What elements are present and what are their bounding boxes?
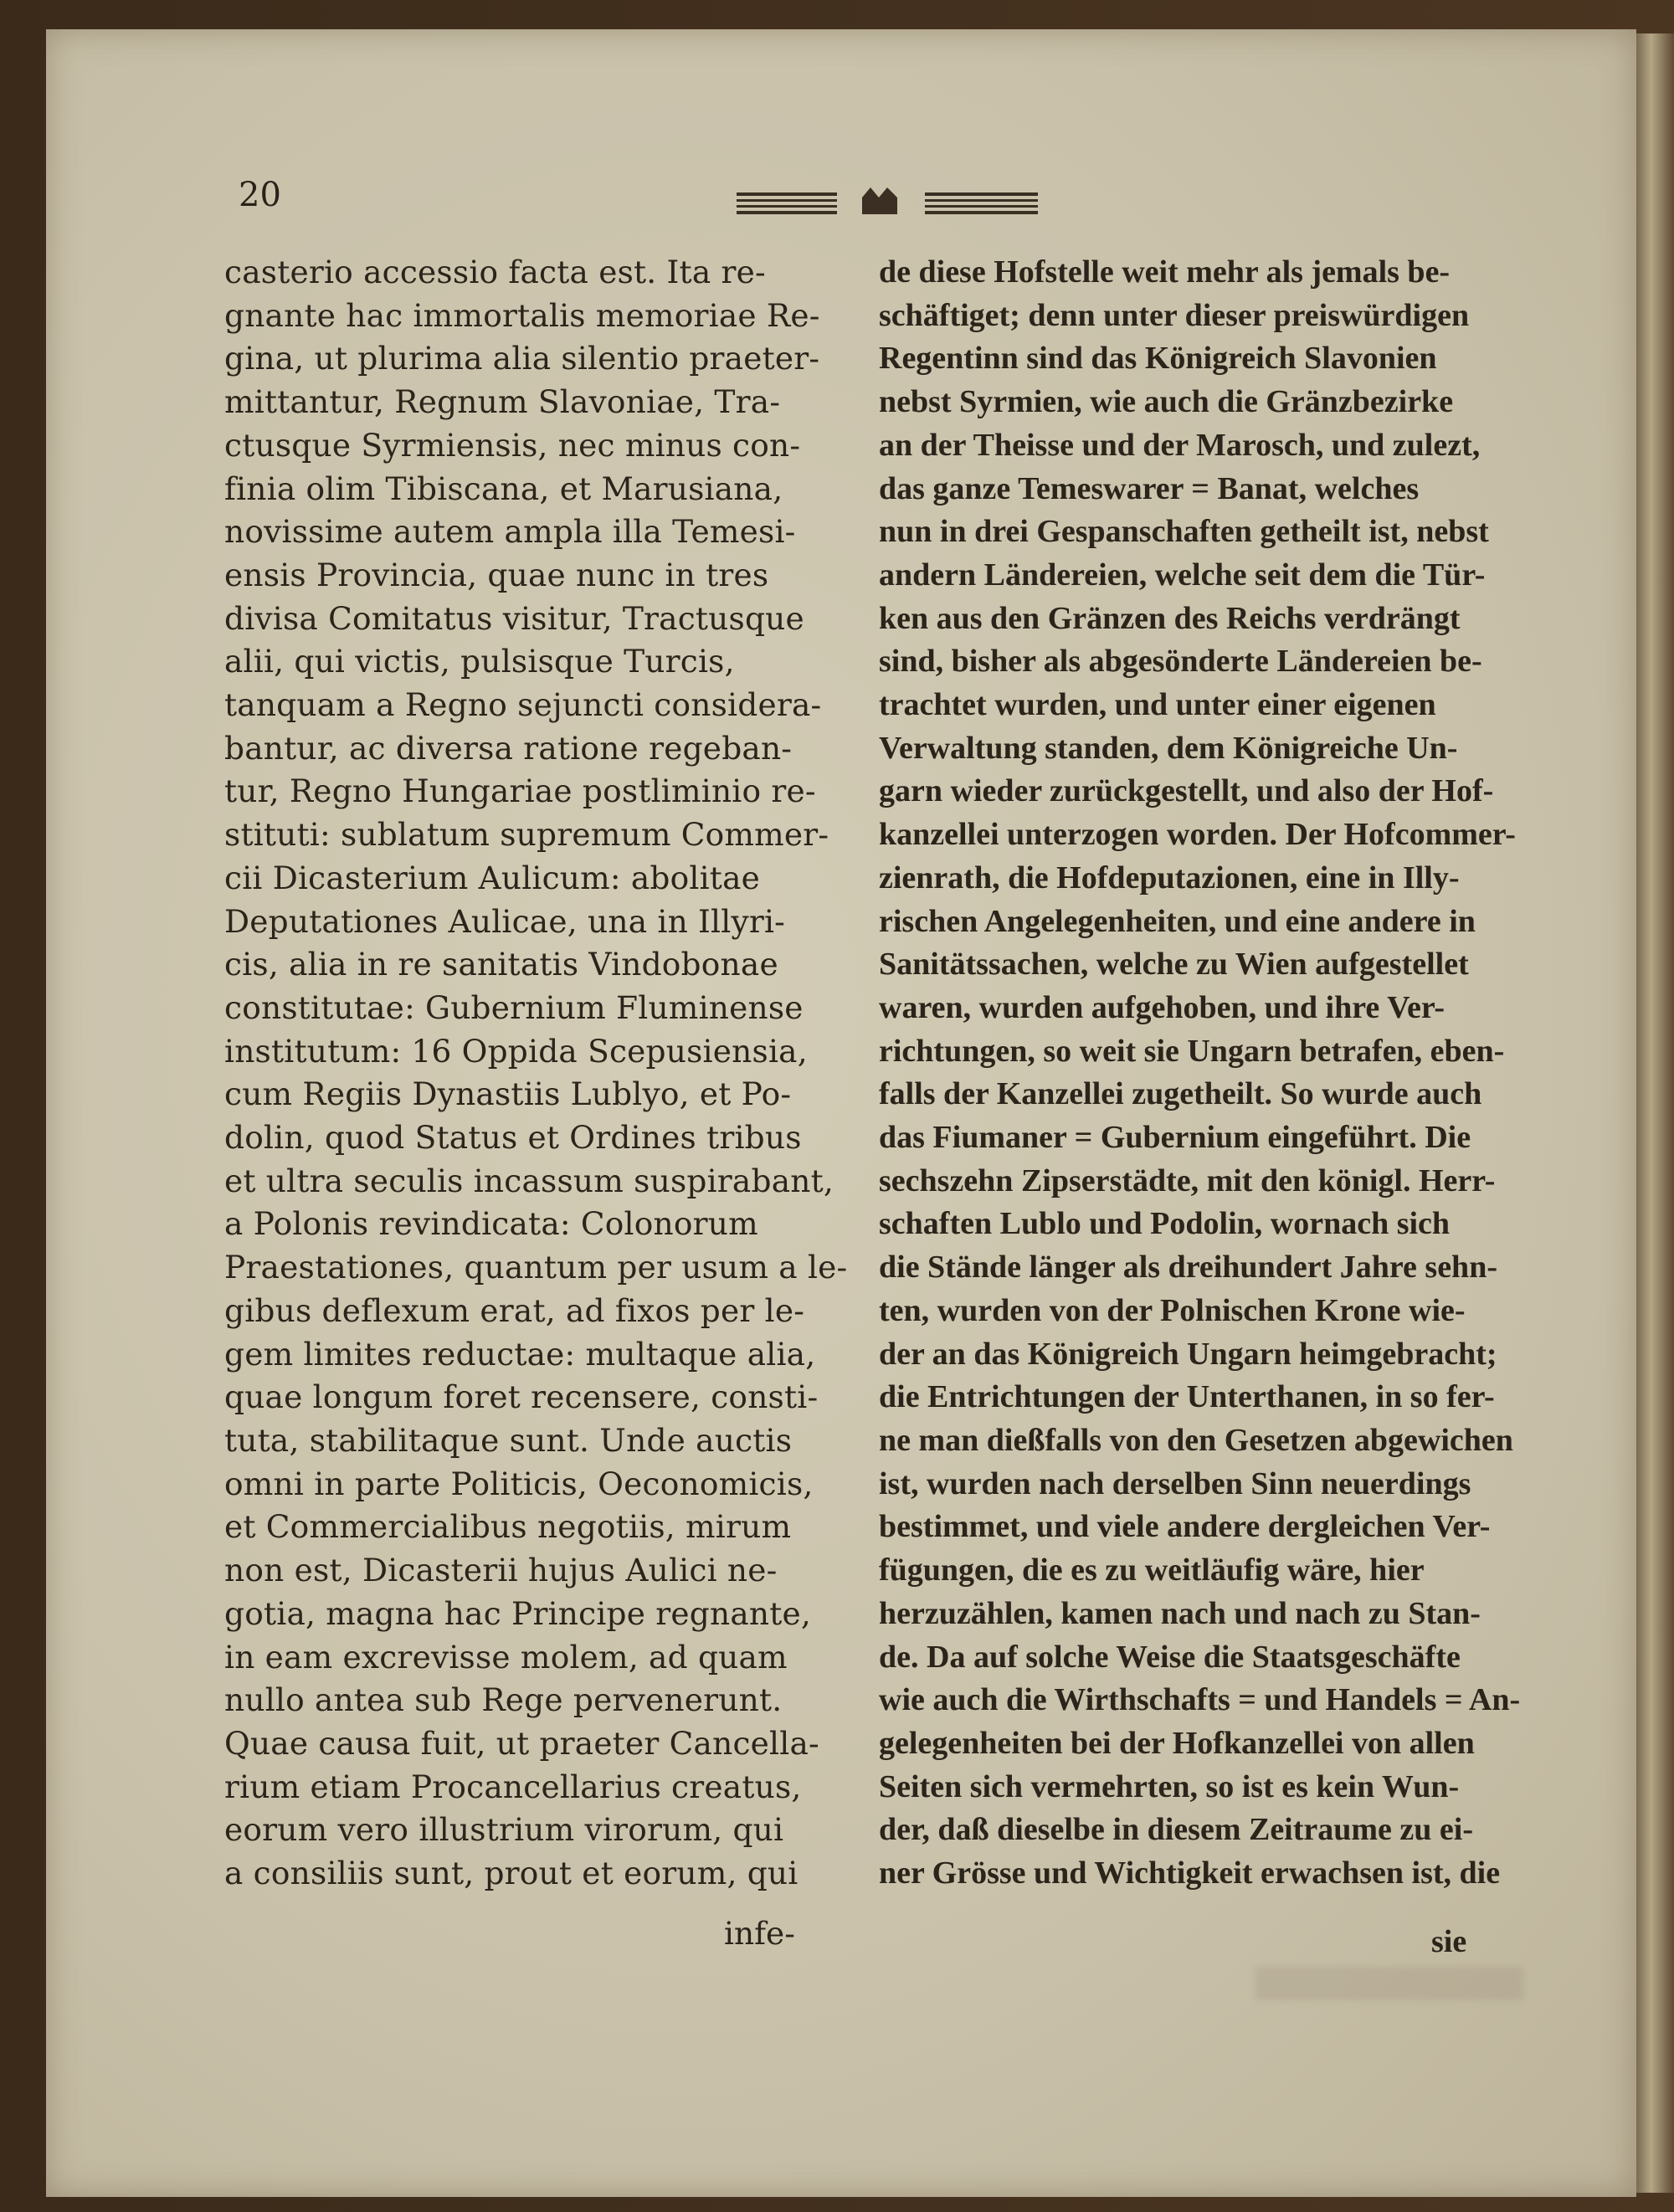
- german-text-line: ten, wurden von der Polnischen Krone wie-: [879, 1292, 1466, 1328]
- german-column: [879, 251, 1521, 1896]
- latin-text-line: Quae causa fuit, ut praeter Cancella-: [224, 1724, 819, 1762]
- latin-text-line: gotia, magna hac Principe regnante,: [224, 1594, 812, 1632]
- header-ornament: [737, 186, 1038, 224]
- latin-text-line: et Commercialibus negotiis, mirum: [224, 1508, 792, 1546]
- latin-text-line: Praestationes, quantum per usum a le-: [224, 1249, 848, 1286]
- page-edge: [1636, 33, 1674, 2193]
- german-text-line: zienrath, die Hofdeputazionen, eine in Illy-: [879, 860, 1460, 896]
- german-text-line: der, daß dieselbe in diesem Zeitraume zu ei-: [879, 1812, 1473, 1848]
- latin-text-line: a Polonis revindicata: Colonorum: [224, 1205, 758, 1243]
- german-text-line: sechszehn Zipserstädte, mit den königl. Herr-: [879, 1162, 1496, 1198]
- german-text-line: Sanitätssachen, welche zu Wien aufgestellet: [879, 947, 1469, 983]
- latin-text-line: alii, qui victis, pulsisque Turcis,: [224, 643, 735, 680]
- german-text-line: schaften Lublo und Podolin, wornach sich: [879, 1206, 1451, 1242]
- latin-text-line: eorum vero illustrium virorum, qui: [224, 1811, 784, 1849]
- latin-text-line: gem limites reductae: multaque alia,: [224, 1335, 816, 1373]
- latin-text-line: dolin, quod Status et Ordines tribus: [224, 1119, 802, 1157]
- latin-text-line: mittantur, Regnum Slavoniae, Tra-: [224, 383, 781, 421]
- german-text-line: de diese Hofstelle weit mehr als jemals be-: [879, 254, 1451, 290]
- german-text-line: de. Da auf solche Weise die Staatsgeschäfte: [879, 1639, 1461, 1675]
- german-text-line: das Fiumaner = Gubernium eingeführt. Die: [879, 1120, 1471, 1156]
- latin-text-line: cis, alia in re sanitatis Vindobonae: [224, 946, 778, 983]
- latin-text-line: quae longum foret recensere, consti-: [224, 1378, 819, 1416]
- latin-column: [224, 251, 848, 1896]
- latin-text-line: ctusque Syrmiensis, nec minus con-: [224, 426, 801, 464]
- latin-text-line: gnante hac immortalis memoriae Re-: [224, 296, 820, 334]
- german-text-line: trachtet wurden, und unter einer eigenen: [879, 687, 1436, 723]
- latin-text-line: cum Regiis Dynastiis Lublyo, et Po-: [224, 1075, 792, 1113]
- latin-text-line: cii Dicasterium Aulicum: abolitae: [224, 859, 761, 896]
- latin-catchword: infe-: [724, 1915, 795, 1952]
- latin-text-line: a consiliis sunt, prout et eorum, qui: [224, 1855, 798, 1892]
- latin-text-line: Deputationes Aulicae, una in Illyri-: [224, 902, 786, 940]
- german-text-line: fügungen, die es zu weitläufig wäre, hier: [879, 1553, 1425, 1588]
- german-text-line: die Stände länger als dreihundert Jahre sehn-: [879, 1250, 1497, 1286]
- german-text-line: schäftiget; denn unter dieser preiswürdigen: [879, 297, 1470, 333]
- german-text-line: gelegenheiten bei der Hofkanzellei von allen: [879, 1725, 1475, 1761]
- latin-text-line: in eam excrevisse molem, ad quam: [224, 1638, 788, 1676]
- german-text-line: ist, wurden nach derselben Sinn neuerdings: [879, 1465, 1471, 1501]
- german-catchword: sie: [1431, 1924, 1467, 1959]
- german-text-line: Regentinn sind das Königreich Slavonien: [879, 341, 1437, 377]
- page-number: 20: [239, 176, 281, 214]
- german-text-line: wie auch die Wirthschafts = und Handels = An-: [879, 1682, 1521, 1718]
- latin-text-line: non est, Dicasterii hujus Aulici ne-: [224, 1552, 778, 1589]
- german-text-line: nun in drei Gespanschaften getheilt ist, nebst: [879, 514, 1489, 550]
- latin-text-line: tuta, stabilitaque sunt. Unde auctis: [224, 1421, 793, 1459]
- latin-text-line: tanquam a Regno sejuncti considera-: [224, 686, 822, 724]
- german-text-line: sind, bisher als abgesönderte Ländereien be-: [879, 644, 1482, 680]
- latin-text-line: finia olim Tibiscana, et Marusiana,: [224, 470, 783, 507]
- german-text-line: Seiten sich vermehrten, so ist es kein Wun-: [879, 1768, 1460, 1804]
- german-text-line: die Entrichtungen der Unterthanen, in so fer-: [879, 1379, 1495, 1415]
- latin-text-line: gibus deflexum erat, ad fixos per le-: [224, 1291, 805, 1329]
- german-text-line: das ganze Temeswarer = Banat, welches: [879, 470, 1420, 506]
- latin-text-line: nullo antea sub Rege pervenerunt.: [224, 1681, 783, 1719]
- german-text-line: andern Ländereien, welche seit dem die Tür-: [879, 557, 1486, 593]
- latin-text-line: tur, Regno Hungariae postliminio re-: [224, 772, 816, 810]
- german-text-line: herzuzählen, kamen nach und nach zu Stan-: [879, 1595, 1481, 1631]
- german-text-line: ken aus den Gränzen des Reichs verdrängt: [879, 600, 1461, 636]
- latin-text-line: gina, ut plurima alia silentio praeter-: [224, 340, 820, 377]
- german-text-line: Verwaltung standen, dem Königreiche Un-: [879, 730, 1458, 766]
- latin-text-line: divisa Comitatus visitur, Tractusque: [224, 599, 804, 637]
- latin-text-line: rium etiam Procancellarius creatus,: [224, 1768, 802, 1805]
- latin-text-line: institutum: 16 Oppida Scepusiensia,: [224, 1032, 808, 1070]
- latin-text-line: stituti: sublatum supremum Commer-: [224, 816, 829, 854]
- german-text-line: bestimmet, und viele andere dergleichen Ver-: [879, 1509, 1491, 1545]
- german-text-line: ne man dießfalls von den Gesetzen abgewichen: [879, 1422, 1513, 1458]
- show-through-text: [1256, 1967, 1523, 2000]
- latin-text-line: bantur, ac diversa ratione regeban-: [224, 729, 793, 767]
- latin-text-line: novissime autem ampla illa Temesi-: [224, 513, 796, 551]
- german-text-line: der an das Königreich Ungarn heimgebracht;: [879, 1336, 1497, 1372]
- german-text-line: ner Grösse und Wichtigkeit erwachsen ist, die: [879, 1855, 1501, 1891]
- german-text-line: falls der Kanzellei zugetheilt. So wurde auch: [879, 1076, 1482, 1112]
- latin-text-line: casterio accessio facta est. Ita re-: [224, 254, 766, 290]
- german-text-line: rischen Angelegenheiten, und eine andere in: [879, 903, 1476, 939]
- german-text-line: richtungen, so weit sie Ungarn betrafen, eben-: [879, 1033, 1505, 1069]
- german-text-line: waren, wurden aufgehoben, und ihre Ver-: [879, 989, 1445, 1025]
- german-text-line: an der Theisse und der Marosch, und zulezt,: [879, 427, 1481, 463]
- german-text-line: kanzellei unterzogen worden. Der Hofcommer-: [879, 817, 1516, 853]
- german-text-line: garn wieder zurückgestellt, und also der Hof-: [879, 773, 1494, 809]
- latin-text-line: omni in parte Politicis, Oeconomicis,: [224, 1465, 814, 1502]
- latin-text-line: constitutae: Gubernium Fluminense: [224, 988, 804, 1026]
- latin-text-line: et ultra seculis incassum suspirabant,: [224, 1162, 834, 1199]
- latin-text-line: ensis Provincia, quae nunc in tres: [224, 556, 769, 593]
- german-text-line: nebst Syrmien, wie auch die Gränzbezirke: [879, 384, 1454, 420]
